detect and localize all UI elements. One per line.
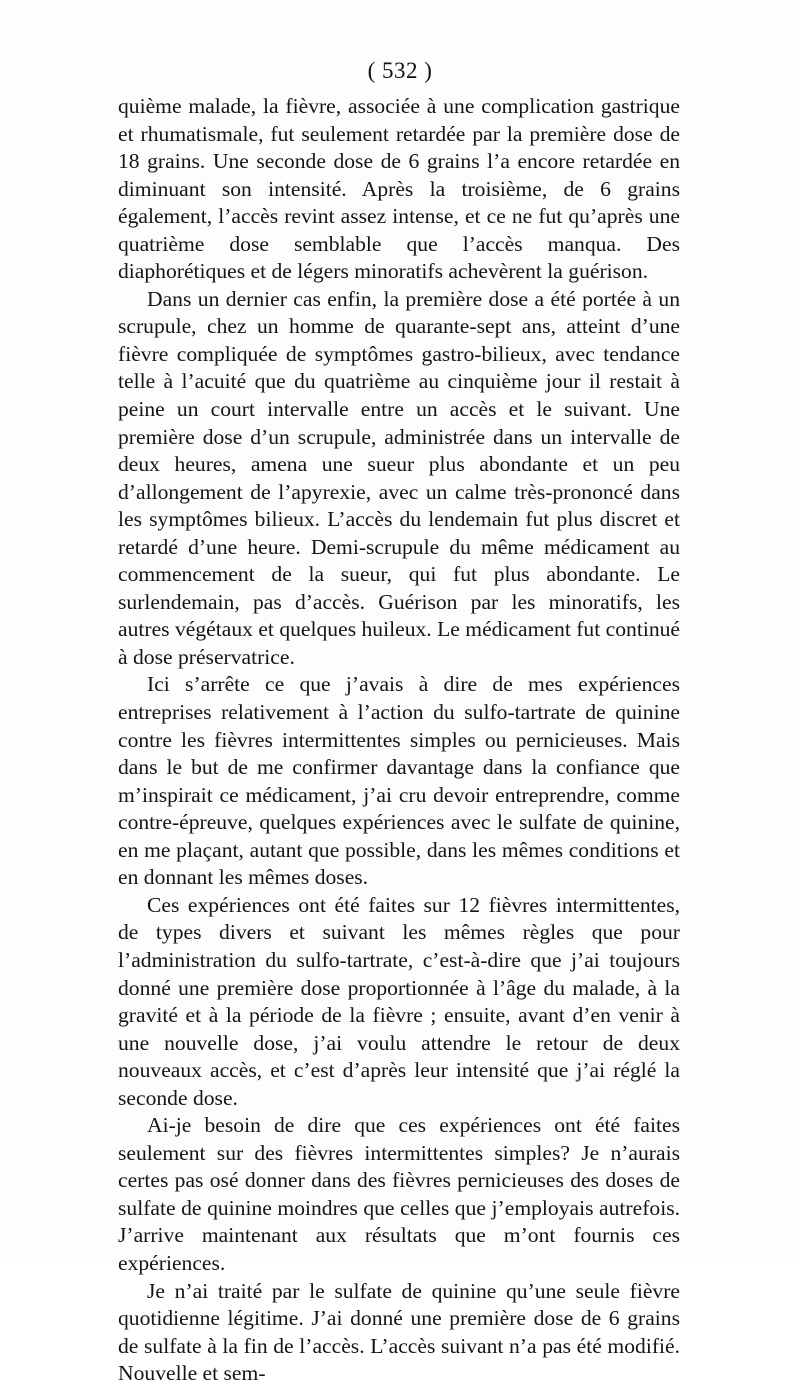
paragraph: Ai-je besoin de dire que ces expériences ont été faites seulement sur des fièvres intermittentes simples? Je n’aurais certes pas osé donner dans des fièvres pernicieuses des doses de sulfate de quinine moindres que celles que j’employais autrefois. J’arrive maintenant aux résultats que m’ont fournis ces expériences. — [118, 1113, 680, 1275]
paragraph: Dans un dernier cas enfin, la première dose a été portée à un scrupule, chez un homme de quarante-sept ans, atteint d’une fièvre compliquée de symptômes gastro-bilieux, avec tendance telle à l’acuité que du quatrième au cinquième jour il restait à peine un court intervalle entre un accès et le suivant. Une première dose d’un scrupule, administrée dans un intervalle de deux heures, amena une sueur plus abondante et un peu d’allongement de l’apyrexie, avec un calme très-prononcé dans les symptômes bilieux. L’accès du lendemain fut plus discret et retardé d’une heure. Demi-scrupule du même médicament au commencement de la sueur, qui fut plus abondante. Le surlendemain, pas d’accès. Guérison par les minoratifs, les autres végétaux et quelques huileux. Le médicament fut continué à dose préservatrice. — [118, 286, 680, 669]
paragraph: Ici s’arrête ce que j’avais à dire de mes expériences entreprises relativement à l’action du sulfo-tartrate de quinine contre les fièvres intermittentes simples ou pernicieuses. Mais dans le but de me confirmer davantage dans la confiance que m’inspirait ce médicament, j’ai cru devoir entreprendre, comme contre-épreuve, quelques expériences avec le sulfate de quinine, en me plaçant, autant que possible, dans les mêmes conditions et en donnant les mêmes doses. — [118, 672, 680, 890]
body-text — [118, 93, 680, 1388]
page-number: ( 532 ) — [367, 58, 433, 83]
paragraph: Ces expériences ont été faites sur 12 fièvres intermittentes, de types divers et suivant les mêmes règles que pour l’administration du sulfo-tartrate, c’est-à-dire que j’ai toujours donné une première dose proportionnée à l’âge du malade, à la gravité et à la période de la fièvre ; ensuite, avant d’en venir à une nouvelle dose, j’ai voulu attendre le retour de deux nouveaux accès, et c’est d’après leur intensité que j’ai réglé la seconde dose. — [118, 892, 680, 1110]
paragraph: Je n’ai traité par le sulfate de quinine qu’une seule fièvre quotidienne légitime. J’ai donné une première dose de 6 grains de sulfate à la fin de l’accès. L’accès suivant n’a pas été modifié. Nouvelle et sem- — [118, 1278, 680, 1386]
paragraph: quième malade, la fièvre, associée à une complication gastrique et rhumatismale, fut seulement retardée par la première dose de 18 grains. Une seconde dose de 6 grains l’a encore retardée en diminuant son intensité. Après la troisième, de 6 grains également, l’accès revint assez intense, et ce ne fut qu’après une quatrième dose semblable que l’accès manqua. Des diaphorétiques et de légers minoratifs achevèrent la guérison. — [118, 94, 680, 284]
